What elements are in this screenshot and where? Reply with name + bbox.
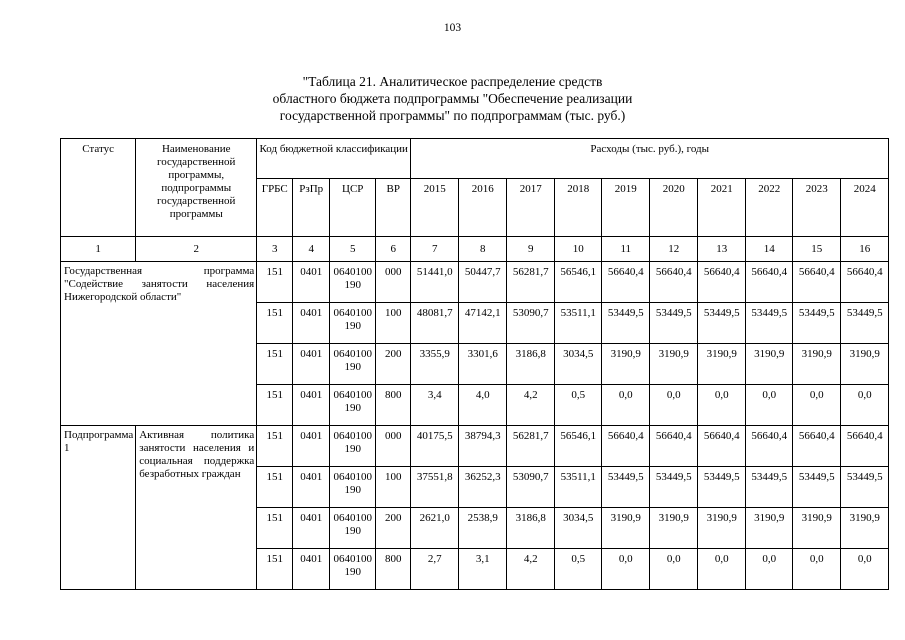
value-text: 2538,9 xyxy=(467,512,498,524)
table-row xyxy=(61,426,889,467)
value-text: 3186,8 xyxy=(515,348,546,360)
value-text: 53449,5 xyxy=(751,307,788,319)
index-cell: 8 xyxy=(459,237,507,262)
value-cell xyxy=(555,262,602,303)
value-text: 53449,5 xyxy=(607,307,644,319)
header-year: 2019 xyxy=(602,179,650,237)
vr-cell: 800 xyxy=(376,549,411,590)
value-text: 50447,7 xyxy=(464,266,501,278)
header-year: 2015 xyxy=(411,179,459,237)
value-text: 3190,9 xyxy=(801,512,832,524)
index-cell: 7 xyxy=(411,237,459,262)
value-cell xyxy=(411,303,459,344)
value-cell xyxy=(746,508,793,549)
value-text: 4,0 xyxy=(475,389,490,401)
vr-cell: 000 xyxy=(376,262,411,303)
title-line: государственной программы" по подпрограммам (тыс. руб.) xyxy=(279,108,626,123)
csr-cell xyxy=(330,385,376,426)
value-cell xyxy=(746,303,793,344)
value-cell xyxy=(650,303,698,344)
value-text: 0,0 xyxy=(714,389,729,401)
value-text: 47142,1 xyxy=(464,307,501,319)
value-cell xyxy=(841,262,889,303)
header-status: Статус xyxy=(61,139,136,237)
value-cell xyxy=(507,549,555,590)
value-text: 56546,1 xyxy=(560,430,597,442)
csr-text: 0640100190 xyxy=(333,307,372,332)
value-cell xyxy=(459,426,507,467)
value-cell xyxy=(650,426,698,467)
value-text: 56640,4 xyxy=(703,266,740,278)
value-text: 53511,1 xyxy=(560,307,596,319)
value-cell xyxy=(459,344,507,385)
value-cell xyxy=(507,344,555,385)
value-text: 56546,1 xyxy=(560,266,597,278)
value-cell xyxy=(698,426,746,467)
value-cell xyxy=(507,385,555,426)
value-cell xyxy=(555,426,602,467)
csr-cell xyxy=(330,344,376,385)
title-line: "Таблица 21. Аналитическое распределение средств xyxy=(302,74,603,89)
value-cell xyxy=(841,549,889,590)
index-cell: 14 xyxy=(746,237,793,262)
budget-table xyxy=(60,138,889,590)
value-cell xyxy=(650,508,698,549)
value-cell xyxy=(746,385,793,426)
value-cell xyxy=(698,467,746,508)
index-cell: 13 xyxy=(698,237,746,262)
value-cell xyxy=(507,262,555,303)
index-cell: 12 xyxy=(650,237,698,262)
value-text: 3190,9 xyxy=(849,348,880,360)
value-text: 0,0 xyxy=(714,553,729,565)
value-cell xyxy=(555,303,602,344)
header-year: 2017 xyxy=(507,179,555,237)
value-text: 53449,5 xyxy=(703,471,740,483)
value-text: 3034,5 xyxy=(563,512,594,524)
value-cell xyxy=(698,385,746,426)
value-text: 0,0 xyxy=(666,553,681,565)
value-text: 48081,7 xyxy=(416,307,453,319)
rzpr-cell: 0401 xyxy=(293,467,330,508)
value-cell xyxy=(650,549,698,590)
index-cell: 16 xyxy=(841,237,889,262)
value-text: 53449,5 xyxy=(846,307,883,319)
csr-text: 0640100190 xyxy=(333,553,372,578)
header-year: 2022 xyxy=(746,179,793,237)
value-cell xyxy=(411,344,459,385)
header-year: 2016 xyxy=(459,179,507,237)
value-text: 53449,5 xyxy=(607,471,644,483)
value-cell xyxy=(841,385,889,426)
value-cell xyxy=(602,303,650,344)
grbs-cell: 151 xyxy=(257,303,293,344)
value-cell xyxy=(555,385,602,426)
value-text: 56640,4 xyxy=(798,430,835,442)
value-cell xyxy=(841,344,889,385)
header-year: 2021 xyxy=(698,179,746,237)
page-number: 103 xyxy=(443,22,462,34)
index-cell: 5 xyxy=(330,237,376,262)
value-text: 51441,0 xyxy=(416,266,453,278)
value-cell xyxy=(411,467,459,508)
value-cell xyxy=(555,344,602,385)
value-cell xyxy=(698,262,746,303)
rzpr-cell: 0401 xyxy=(293,549,330,590)
table-title xyxy=(0,73,905,124)
value-text: 0,0 xyxy=(618,389,633,401)
value-text: 3301,6 xyxy=(467,348,498,360)
value-cell xyxy=(793,303,841,344)
value-cell xyxy=(793,549,841,590)
value-text: 3190,9 xyxy=(610,512,641,524)
value-text: 40175,5 xyxy=(416,430,453,442)
value-cell xyxy=(507,303,555,344)
value-text: 0,0 xyxy=(809,389,824,401)
index-cell: 2 xyxy=(136,237,257,262)
value-cell xyxy=(698,508,746,549)
value-text: 0,0 xyxy=(762,553,777,565)
value-text: 36252,3 xyxy=(464,471,501,483)
value-text: 3,1 xyxy=(475,553,490,565)
value-text: 53449,5 xyxy=(846,471,883,483)
index-cell: 6 xyxy=(376,237,411,262)
header-name xyxy=(136,139,257,237)
value-cell xyxy=(459,549,507,590)
value-text: 2,7 xyxy=(427,553,442,565)
rzpr-cell: 0401 xyxy=(293,344,330,385)
value-text: 56640,4 xyxy=(798,266,835,278)
value-text: 53449,5 xyxy=(751,471,788,483)
value-text: 56640,4 xyxy=(751,266,788,278)
value-text: 0,0 xyxy=(618,553,633,565)
value-text: 2621,0 xyxy=(419,512,450,524)
value-text: 56640,4 xyxy=(655,266,692,278)
rzpr-cell: 0401 xyxy=(293,303,330,344)
value-cell xyxy=(411,385,459,426)
index-cell: 10 xyxy=(555,237,602,262)
index-cell: 4 xyxy=(293,237,330,262)
value-cell xyxy=(555,549,602,590)
value-text: 56281,7 xyxy=(512,266,549,278)
value-cell xyxy=(411,508,459,549)
header-year: 2024 xyxy=(841,179,889,237)
header-expenses-group: Расходы (тыс. руб.), годы xyxy=(411,139,889,179)
rzpr-cell: 0401 xyxy=(293,426,330,467)
value-cell xyxy=(746,467,793,508)
grbs-cell: 151 xyxy=(257,344,293,385)
value-text: 3190,9 xyxy=(658,512,689,524)
value-cell xyxy=(411,426,459,467)
csr-cell xyxy=(330,303,376,344)
rzpr-cell: 0401 xyxy=(293,385,330,426)
value-text: 53449,5 xyxy=(798,471,835,483)
value-cell xyxy=(746,262,793,303)
value-cell xyxy=(793,508,841,549)
value-cell xyxy=(793,385,841,426)
value-text: 4,2 xyxy=(523,389,538,401)
vr-cell: 800 xyxy=(376,385,411,426)
header-code-col: ЦСР xyxy=(330,179,376,237)
grbs-cell: 151 xyxy=(257,426,293,467)
value-cell xyxy=(650,467,698,508)
value-cell xyxy=(841,508,889,549)
csr-text: 0640100190 xyxy=(333,430,372,455)
value-cell xyxy=(602,385,650,426)
value-cell xyxy=(555,508,602,549)
csr-cell xyxy=(330,262,376,303)
value-text: 38794,3 xyxy=(464,430,501,442)
value-cell xyxy=(459,467,507,508)
vr-cell: 200 xyxy=(376,508,411,549)
value-text: 3190,9 xyxy=(754,348,785,360)
value-cell xyxy=(841,426,889,467)
vr-cell: 200 xyxy=(376,344,411,385)
value-text: 53090,7 xyxy=(512,307,549,319)
header-year: 2023 xyxy=(793,179,841,237)
index-cell: 11 xyxy=(602,237,650,262)
value-cell xyxy=(459,303,507,344)
value-text: 3190,9 xyxy=(706,348,737,360)
value-text: 3355,9 xyxy=(419,348,450,360)
csr-text: 0640100190 xyxy=(333,512,372,537)
csr-cell xyxy=(330,549,376,590)
csr-cell xyxy=(330,426,376,467)
program-status-cell: Государственная программа "Содействие занятости населения Нижегородской области" xyxy=(61,262,257,426)
value-cell xyxy=(698,344,746,385)
value-text: 53511,1 xyxy=(560,471,596,483)
value-text: 3190,9 xyxy=(706,512,737,524)
value-cell xyxy=(459,508,507,549)
value-cell xyxy=(411,549,459,590)
value-cell xyxy=(507,467,555,508)
value-text: 53449,5 xyxy=(798,307,835,319)
value-text: 0,5 xyxy=(571,553,586,565)
value-cell xyxy=(602,549,650,590)
value-cell xyxy=(602,508,650,549)
grbs-cell: 151 xyxy=(257,508,293,549)
value-cell xyxy=(746,549,793,590)
value-cell xyxy=(793,426,841,467)
value-cell xyxy=(841,303,889,344)
value-text: 56640,4 xyxy=(751,430,788,442)
value-text: 56640,4 xyxy=(655,430,692,442)
index-row xyxy=(61,237,889,262)
index-cell: 9 xyxy=(507,237,555,262)
value-text: 56640,4 xyxy=(846,266,883,278)
header-code-col: ГРБС xyxy=(257,179,293,237)
value-cell xyxy=(459,385,507,426)
header-code-col: ВР xyxy=(376,179,411,237)
value-text: 56640,4 xyxy=(607,430,644,442)
value-text: 0,0 xyxy=(857,553,872,565)
value-cell xyxy=(746,426,793,467)
csr-text: 0640100190 xyxy=(333,348,372,373)
table-row xyxy=(61,262,889,303)
value-text: 3,4 xyxy=(427,389,442,401)
value-text: 37551,8 xyxy=(416,471,453,483)
value-cell xyxy=(841,467,889,508)
value-cell xyxy=(793,262,841,303)
grbs-cell: 151 xyxy=(257,385,293,426)
value-text: 56640,4 xyxy=(703,430,740,442)
value-cell xyxy=(507,508,555,549)
value-text: 0,5 xyxy=(571,389,586,401)
index-cell: 1 xyxy=(61,237,136,262)
value-text: 56640,4 xyxy=(607,266,644,278)
vr-cell: 000 xyxy=(376,426,411,467)
value-cell xyxy=(602,467,650,508)
value-text: 3190,9 xyxy=(801,348,832,360)
value-cell xyxy=(507,426,555,467)
value-text: 4,2 xyxy=(523,553,538,565)
value-text: 3186,8 xyxy=(515,512,546,524)
value-text: 53449,5 xyxy=(655,307,692,319)
grbs-cell: 151 xyxy=(257,262,293,303)
header-year: 2020 xyxy=(650,179,698,237)
header-year: 2018 xyxy=(555,179,602,237)
header-code-group: Код бюджетной классификации xyxy=(257,139,411,179)
index-cell: 15 xyxy=(793,237,841,262)
header-name-text: Наименование государственной программы, подпрограммы государственной программы xyxy=(157,143,236,220)
value-text: 3190,9 xyxy=(610,348,641,360)
csr-cell xyxy=(330,508,376,549)
rzpr-cell: 0401 xyxy=(293,262,330,303)
vr-cell: 100 xyxy=(376,467,411,508)
value-text: 3190,9 xyxy=(658,348,689,360)
value-text: 3034,5 xyxy=(563,348,594,360)
vr-cell: 100 xyxy=(376,303,411,344)
header-code-col: РзПр xyxy=(293,179,330,237)
value-cell xyxy=(555,467,602,508)
subprogram-status-cell: Подпрограмма 1 xyxy=(61,426,136,590)
value-text: 0,0 xyxy=(857,389,872,401)
header-row xyxy=(61,139,889,179)
value-text: 3190,9 xyxy=(849,512,880,524)
value-text: 56640,4 xyxy=(846,430,883,442)
csr-cell xyxy=(330,467,376,508)
value-cell xyxy=(602,426,650,467)
title-line: областного бюджета подпрограммы "Обеспечение реализации xyxy=(272,91,633,106)
value-cell xyxy=(793,344,841,385)
csr-text: 0640100190 xyxy=(333,389,372,414)
value-text: 0,0 xyxy=(809,553,824,565)
value-cell xyxy=(698,303,746,344)
csr-text: 0640100190 xyxy=(333,266,372,291)
rzpr-cell: 0401 xyxy=(293,508,330,549)
grbs-cell: 151 xyxy=(257,549,293,590)
value-cell xyxy=(602,262,650,303)
value-cell xyxy=(650,385,698,426)
value-text: 0,0 xyxy=(762,389,777,401)
csr-text: 0640100190 xyxy=(333,471,372,496)
index-cell: 3 xyxy=(257,237,293,262)
value-cell xyxy=(650,344,698,385)
value-cell xyxy=(650,262,698,303)
value-cell xyxy=(698,549,746,590)
value-text: 53449,5 xyxy=(703,307,740,319)
subprogram-name-cell: Активная политика занятости населения и социальная поддержка безработных граждан xyxy=(136,426,257,590)
value-cell xyxy=(411,262,459,303)
value-text: 53449,5 xyxy=(655,471,692,483)
value-cell xyxy=(793,467,841,508)
value-text: 56281,7 xyxy=(512,430,549,442)
value-cell xyxy=(746,344,793,385)
value-text: 0,0 xyxy=(666,389,681,401)
value-cell xyxy=(459,262,507,303)
value-text: 3190,9 xyxy=(754,512,785,524)
grbs-cell: 151 xyxy=(257,467,293,508)
value-text: 53090,7 xyxy=(512,471,549,483)
value-cell xyxy=(602,344,650,385)
